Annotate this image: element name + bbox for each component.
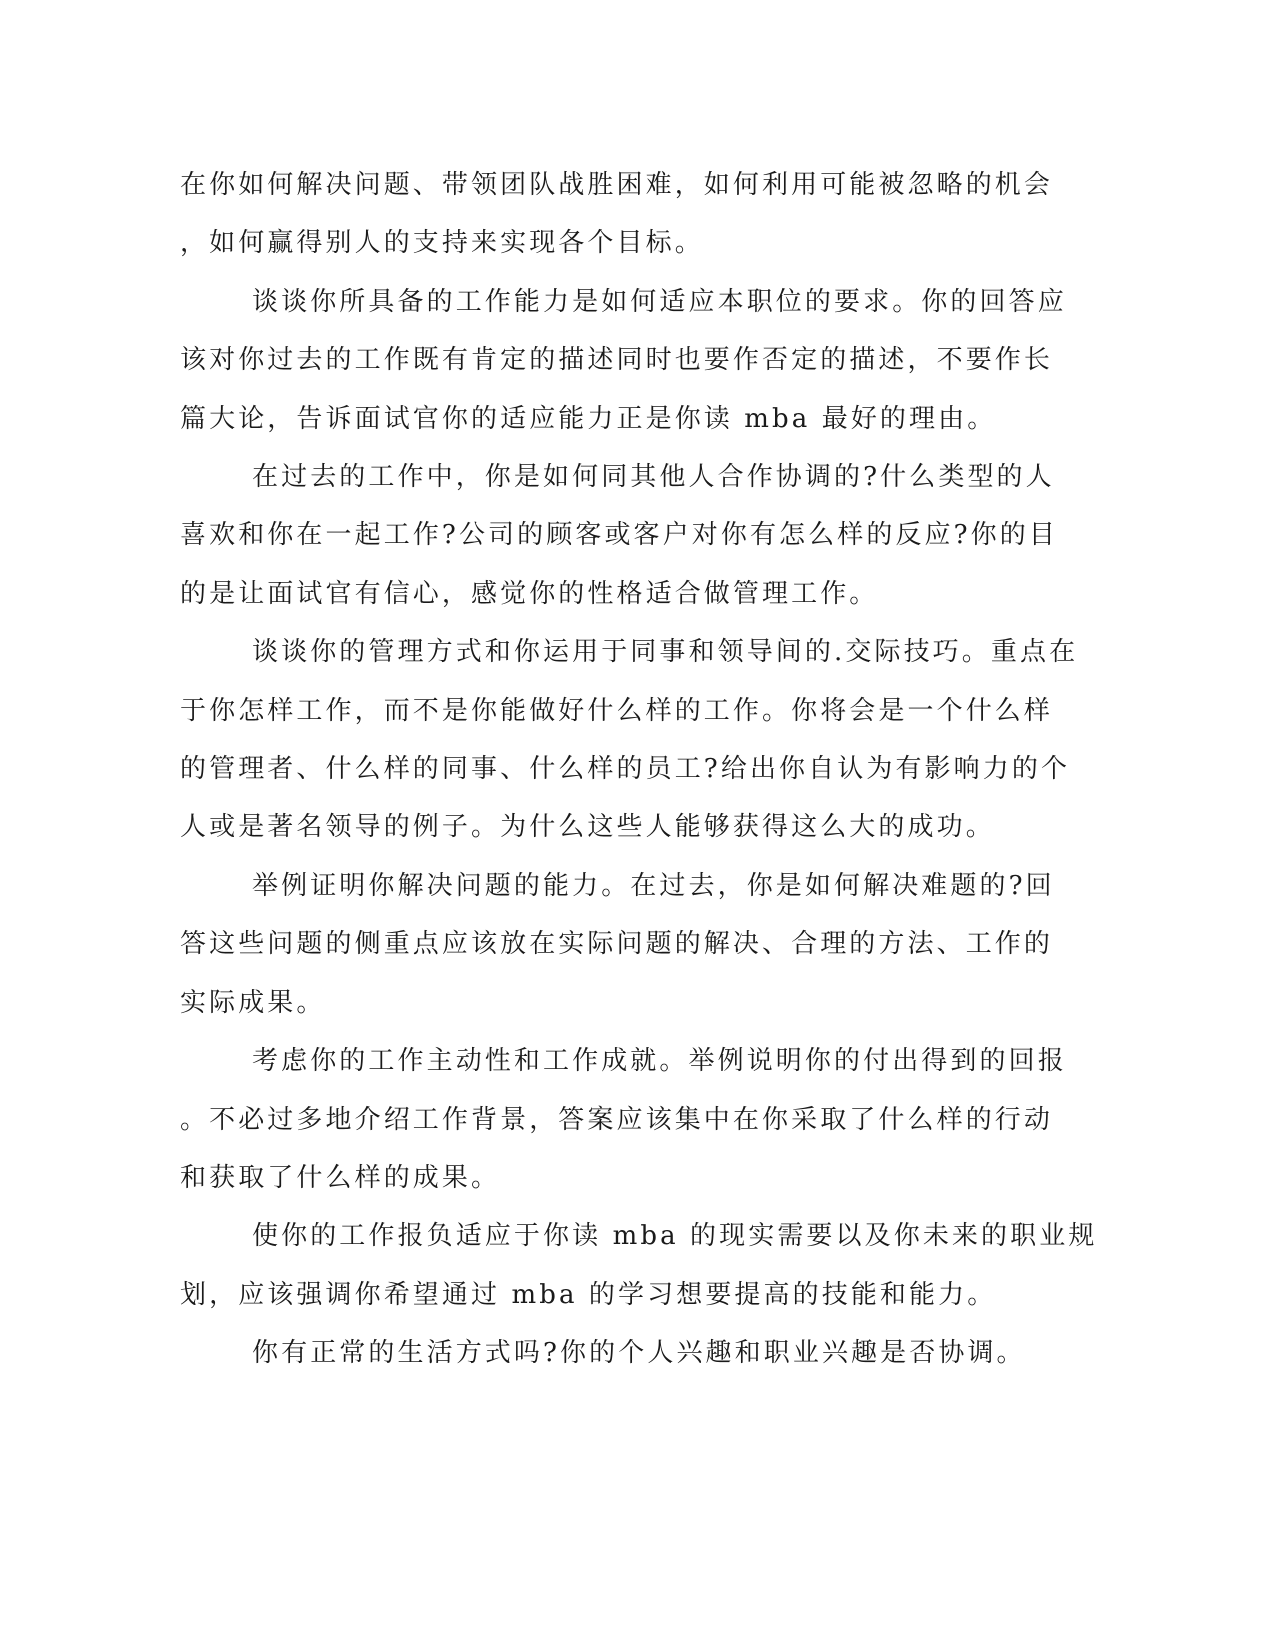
paragraph-line: 谈谈你所具备的工作能力是如何适应本职位的要求。你的回答应 [252,286,1067,317]
paragraph-line: 使你的工作报负适应于你读 mba 的现实需要以及你未来的职业规 [252,1221,1098,1252]
paragraph-7 [180,1207,1098,1324]
paragraph-4 [180,623,1079,857]
paragraph-3 [180,448,1058,623]
paragraph-line: 举例证明你解决问题的能力。在过去，你是如何解决难题的?回 [252,870,1055,901]
paragraph-line: 该对你过去的工作既有肯定的描述同时也要作否定的描述，不要作长 [180,345,1054,376]
paragraph-line: 和获取了什么样的成果。 [180,1162,501,1193]
paragraph-1 [180,156,1054,273]
paragraph-line: 的管理者、什么样的同事、什么样的员工?给出你自认为有影响力的个 [180,754,1071,785]
paragraph-line: 答这些问题的侧重点应该放在实际问题的解决、合理的方法、工作的 [180,929,1054,960]
paragraph-line: 人或是著名领导的例子。为什么这些人能够获得这么大的成功。 [180,812,995,843]
paragraph-line: 篇大论，告诉面试官你的适应能力正是你读 mba 最好的理由。 [180,403,997,434]
paragraph-6 [180,1032,1067,1207]
paragraph-5 [180,857,1055,1032]
paragraph-2 [180,273,1067,448]
paragraph-line: 于你怎样工作，而不是你能做好什么样的工作。你将会是一个什么样 [180,695,1054,726]
paragraph-line: 谈谈你的管理方式和你运用于同事和领导间的.交际技巧。重点在 [252,637,1079,668]
paragraph-line: 实际成果。 [180,987,326,1018]
document-body [180,156,1098,1383]
paragraph-line: 你有正常的生活方式吗?你的个人兴趣和职业兴趣是否协调。 [252,1338,1026,1369]
paragraph-line: 。不必过多地介绍工作背景，答案应该集中在你采取了什么样的行动 [180,1104,1054,1135]
paragraph-line: 在过去的工作中，你是如何同其他人合作协调的?什么类型的人 [252,462,1055,493]
paragraph-line: 考虑你的工作主动性和工作成就。举例说明你的付出得到的回报 [252,1046,1067,1077]
paragraph-line: ，如何赢得别人的支持来实现各个目标。 [180,228,704,259]
paragraph-line: 划，应该强调你希望通过 mba 的学习想要提高的技能和能力。 [180,1279,997,1310]
paragraph-line: 喜欢和你在一起工作?公司的顾客或客户对你有怎么样的反应?你的目 [180,520,1058,551]
paragraph-8 [180,1324,1040,1382]
paragraph-line: 在你如何解决问题、带领团队战胜困难，如何利用可能被忽略的机会 [180,170,1054,200]
paragraph-line: 的是让面试官有信心，感觉你的性格适合做管理工作。 [180,578,879,609]
